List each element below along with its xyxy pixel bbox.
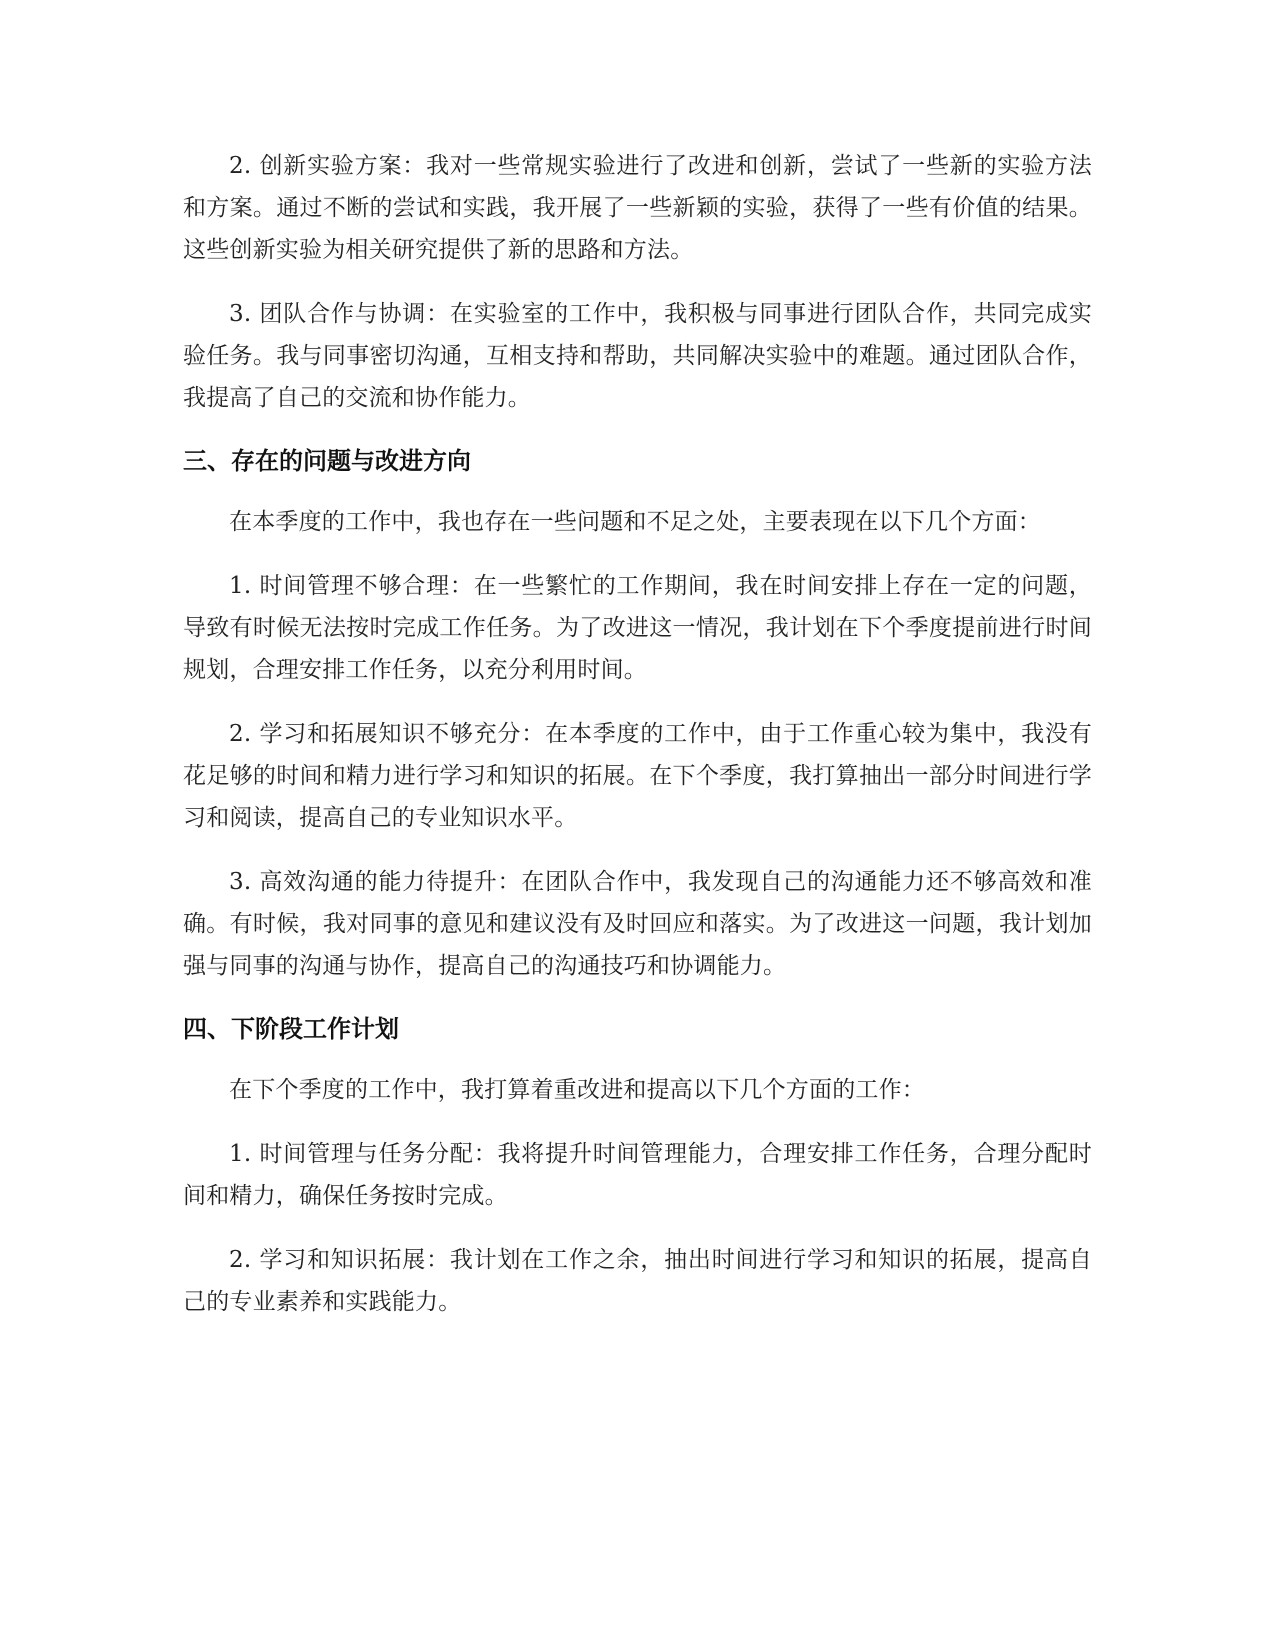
section-heading-problems: 三、存在的问题与改进方向 — [183, 447, 471, 475]
paragraph-plan-time-management: 1. 时间管理与任务分配：我将提升时间管理能力，合理安排工作任务，合理分配时间和精力，确保任务按时完成。 — [183, 1141, 1092, 1209]
paragraph-plan-learning: 2. 学习和知识拓展：我计划在工作之余，抽出时间进行学习和知识的拓展，提高自己的专业素养和实践能力。 — [183, 1247, 1092, 1315]
paragraph-time-management-issue: 1. 时间管理不够合理：在一些繁忙的工作期间，我在时间安排上存在一定的问题，导致有时候无法按时完成工作任务。为了改进这一情况，我计划在下个季度提前进行时间规划，合理安排工作任务，以充分利用时间。 — [183, 573, 1092, 683]
paragraph-problems-intro: 在本季度的工作中，我也存在一些问题和不足之处，主要表现在以下几个方面： — [229, 509, 1041, 535]
paragraph-innovative-experiments: 2. 创新实验方案：我对一些常规实验进行了改进和创新，尝试了一些新的实验方法和方案。通过不断的尝试和实践，我开展了一些新颖的实验，获得了一些有价值的结果。这些创新实验为相关研究提供了新的思路和方法。 — [183, 153, 1092, 263]
paragraph-plan-intro: 在下个季度的工作中，我打算着重改进和提高以下几个方面的工作： — [229, 1077, 925, 1103]
section-heading-next-plan: 四、下阶段工作计划 — [183, 1015, 399, 1043]
paragraph-communication-issue: 3. 高效沟通的能力待提升：在团队合作中，我发现自己的沟通能力还不够高效和准确。有时候，我对同事的意见和建议没有及时回应和落实。为了改进这一问题，我计划加强与同事的沟通与协作，提高自己的沟通技巧和协调能力。 — [183, 869, 1092, 979]
paragraph-learning-issue: 2. 学习和拓展知识不够充分：在本季度的工作中，由于工作重心较为集中，我没有花足够的时间和精力进行学习和知识的拓展。在下个季度，我打算抽出一部分时间进行学习和阅读，提高自己的专业知识水平。 — [183, 721, 1092, 831]
paragraph-team-cooperation: 3. 团队合作与协调：在实验室的工作中，我积极与同事进行团队合作，共同完成实验任务。我与同事密切沟通，互相支持和帮助，共同解决实验中的难题。通过团队合作，我提高了自己的交流和协作能力。 — [183, 301, 1092, 411]
